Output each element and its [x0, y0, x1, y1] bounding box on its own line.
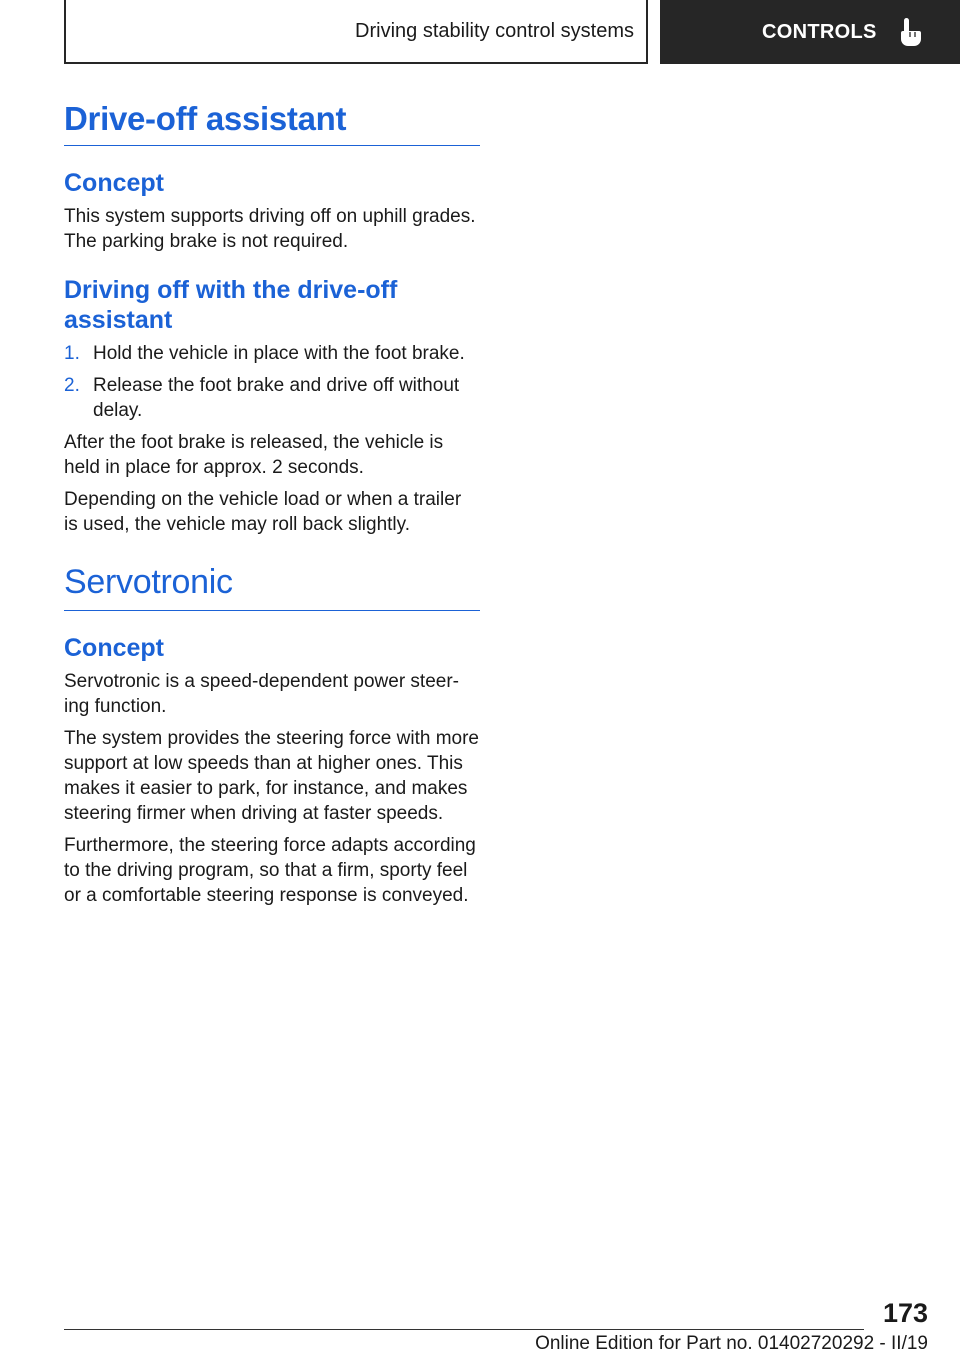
- paragraph: Depending on the vehicle load or when a trailer is used, the vehicle may roll back slightly.: [64, 489, 462, 535]
- list-item: [64, 341, 480, 366]
- paragraph: After the foot brake is released, the vehicle is held in place for approx. 2 seconds.: [64, 432, 444, 478]
- steps-list: [64, 341, 480, 423]
- pointing-hand-icon: [897, 17, 923, 47]
- chapter-label: CONTROLS: [762, 20, 877, 43]
- driving-off-heading: Driving off with the drive-off assistant: [64, 276, 398, 334]
- section-title-drive-off: Drive-off assistant: [64, 100, 480, 146]
- main-content: [64, 100, 480, 908]
- step-text: Hold the vehicle in place with the foot brake.: [93, 343, 465, 364]
- header-chapter-tab[interactable]: [660, 0, 960, 64]
- step-number: 2.: [64, 375, 80, 396]
- concept-heading: Concept: [64, 169, 164, 197]
- step-number: 1.: [64, 343, 80, 364]
- step-text: Release the foot brake and drive off without delay.: [93, 375, 460, 421]
- paragraph: Furthermore, the steering force adapts according to the driving program, so that a firm, sporty feel or a comfortable steering response is conveyed.: [64, 835, 476, 906]
- page-number: 173: [882, 1298, 928, 1328]
- footer-divider: [64, 1329, 864, 1330]
- paragraph: Servotronic is a speed-dependent power steer-ing function.: [64, 671, 460, 717]
- concept-text: This system supports driving off on uphill grades. The parking brake is not required.: [64, 206, 476, 252]
- section-title-servotronic: Servotronic: [64, 563, 480, 611]
- header-section-title: Driving stability control systems: [355, 19, 634, 42]
- paragraph: The system provides the steering force with more support at low speeds than at higher ones. This makes it easier to park, for instance, and makes steering firmer when driving at faster speeds.: [64, 728, 480, 824]
- edition-text: Online Edition for Part no. 01402720292 - II/19: [535, 1333, 928, 1354]
- header-section-box: [64, 0, 648, 64]
- list-item: [64, 373, 480, 423]
- concept-heading: Concept: [64, 634, 164, 662]
